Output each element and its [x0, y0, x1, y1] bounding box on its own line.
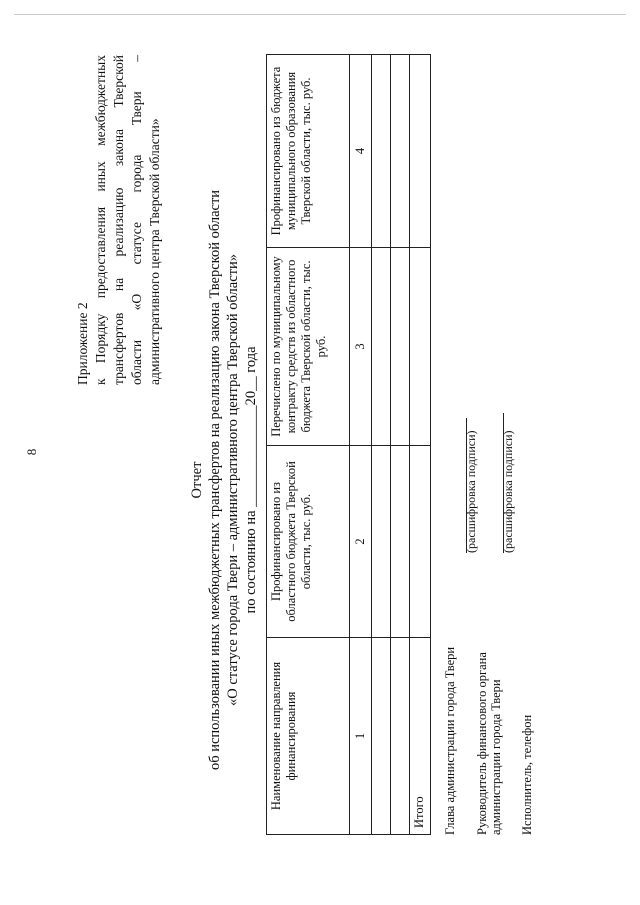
finance-signature-label: Руководитель финансового органа [475, 652, 489, 835]
table-cell [410, 248, 431, 446]
table-column-number: 3 [350, 248, 372, 446]
appendix-line: трансфертов на реализацию закона Тверской [111, 55, 126, 385]
report-table [266, 54, 431, 835]
table-header-cell: Перечислено по муниципальному контракту средств из областного бюджета Тверской области, тыс. руб. [267, 248, 350, 446]
table-cell [410, 446, 431, 638]
head-signature-label: Глава администрации города Твери [443, 646, 457, 835]
table-row [350, 55, 372, 835]
table-cell [372, 248, 391, 446]
table-header-cell: Профинансировано из бюджета муниципального образования Тверской области, тыс. руб. [267, 55, 350, 248]
table-cell [391, 55, 410, 248]
table-cell [372, 55, 391, 248]
table-total-row [410, 55, 431, 835]
table-column-number: 4 [350, 55, 372, 248]
finance-signature-label: администрации города Твери [489, 679, 503, 835]
table-row [391, 55, 410, 835]
report-subtitle: «О статусе города Твери – административного центра Тверской области» [225, 253, 241, 707]
appendix-line: области «О статусе города Твери – [129, 55, 144, 385]
top-rule [14, 14, 626, 15]
head-signature-caption: (расшифровка подписи) [464, 430, 478, 553]
report-title-block [188, 55, 260, 905]
appendix-line: административного центра Тверской области» [147, 118, 162, 385]
table-header-row [267, 55, 350, 835]
table-total-label: Итого [410, 638, 431, 835]
appendix-block [74, 55, 164, 385]
report-subtitle: об использовании иных межбюджетных трансфертов на реализацию закона Тверской области [207, 189, 223, 771]
table-cell [372, 446, 391, 638]
rotated-document [0, 55, 534, 905]
finance-signature-caption: (расшифровка подписи) [501, 430, 515, 553]
report-date-line: по состоянию на ______________20__ года [243, 346, 259, 614]
report-title: Отчет [189, 461, 205, 499]
table-header-cell: Профинансировано из областного бюджета Тверской области, тыс. руб. [267, 446, 350, 638]
table-header-cell: Наименование направления финансирования [267, 638, 350, 835]
table-cell [391, 446, 410, 638]
table-cell [391, 638, 410, 835]
appendix-line: к Порядку предоставления иных межбюджетных [93, 55, 108, 385]
table-cell [391, 248, 410, 446]
table-cell [410, 55, 431, 248]
executor-label: Исполнитель, телефон [520, 714, 534, 835]
page-number: 8 [24, 448, 39, 456]
table-cell [372, 638, 391, 835]
table-row [372, 55, 391, 835]
appendix-line: Приложение 2 [75, 302, 90, 385]
table-column-number: 2 [350, 446, 372, 638]
table-column-number: 1 [350, 638, 372, 835]
